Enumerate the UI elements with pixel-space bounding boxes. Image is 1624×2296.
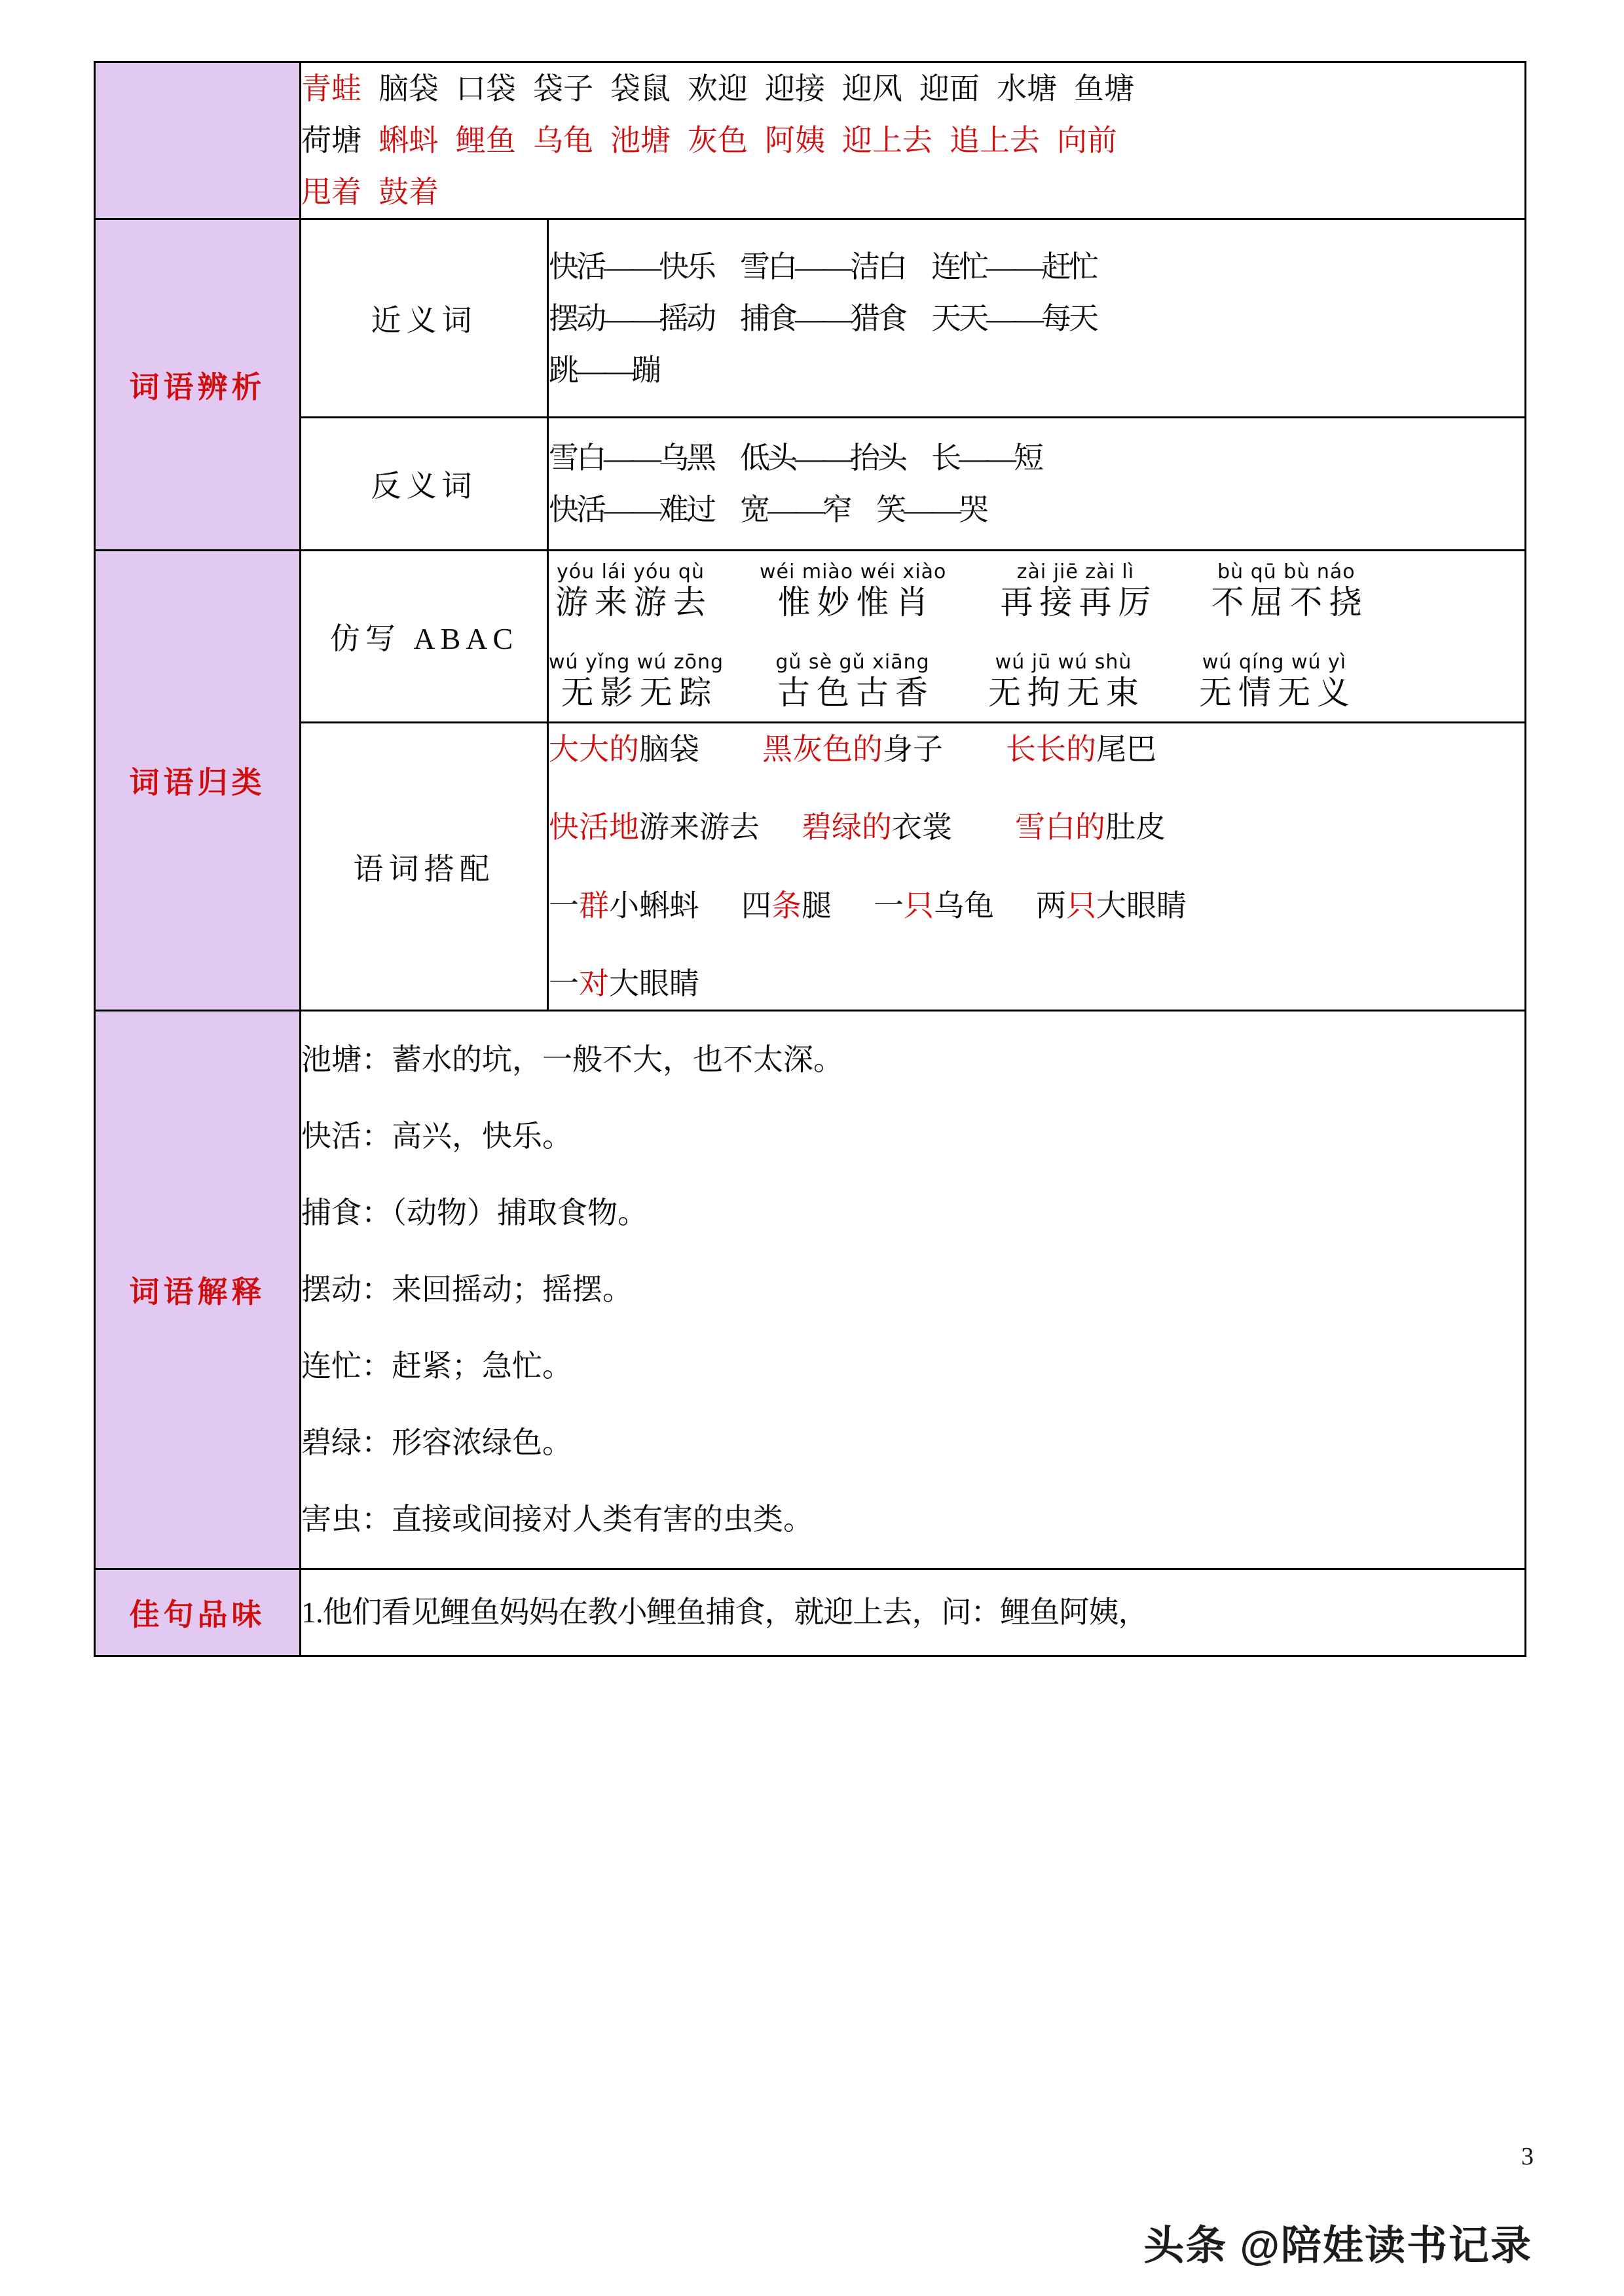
word: 迎面: [919, 72, 980, 105]
word: 阿姨: [765, 124, 825, 158]
word-pair: 长——短: [931, 441, 1041, 475]
definition-line: 快活：高兴，快乐。: [301, 1119, 572, 1153]
pinyin-annotation: wú jū wú shù: [995, 651, 1132, 674]
word: 追上去: [950, 124, 1040, 158]
collocation-line: [549, 723, 1524, 775]
pinyin-annotation: gǔ sè gǔ xiāng: [775, 651, 930, 674]
word-pair: 连忙——赶忙: [931, 249, 1096, 283]
word-pair: 雪白——乌黑: [549, 441, 714, 475]
word: 乌龟: [533, 124, 593, 158]
measure-word: 只: [904, 888, 934, 922]
definition-line: 捕食：（动物）捕取食物。: [301, 1195, 648, 1230]
noun: 乌龟: [934, 888, 994, 922]
pinyin-annotation: wéi miào wéi xiào: [760, 560, 947, 583]
word: 水塘: [997, 72, 1057, 105]
modifier: 黑灰色的: [762, 733, 883, 767]
vocabulary-table: [94, 61, 1526, 1657]
word-pair: 雪白——洁白: [740, 249, 905, 283]
abac-item: [993, 561, 1157, 622]
word: 向前: [1057, 124, 1117, 158]
measure-word: 只: [1066, 888, 1096, 922]
synonym-row: [549, 241, 1524, 293]
numeral: 一: [549, 888, 579, 922]
idiom-characters: 无拘无束: [988, 674, 1146, 712]
synonym-row: [549, 293, 1524, 344]
word-list-line-2: [301, 115, 1524, 166]
pinyin-annotation: zài jiē zài lì: [1016, 560, 1135, 583]
modifier: 快活地: [549, 811, 639, 845]
word-pair: 低头——抬头: [740, 441, 905, 475]
word-list-cell: [301, 62, 1526, 219]
noun: 身子: [883, 733, 943, 767]
noun: 肚皮: [1105, 811, 1166, 845]
sub-label-abac: 仿写 ABAC: [301, 551, 548, 723]
abac-item: [982, 651, 1145, 712]
table-row-antonyms: [95, 418, 1526, 551]
word-pair: 捕食——猎食: [740, 301, 905, 335]
word: 鼓着: [378, 175, 439, 210]
noun: 腿: [802, 888, 832, 922]
word: 蝌蚪: [378, 124, 439, 158]
modifier: 碧绿的: [802, 811, 892, 845]
collocation-line: [549, 801, 1524, 853]
word-pair: 笑——哭: [876, 493, 986, 527]
word: 鲤鱼: [456, 124, 516, 158]
abac-row: [549, 561, 1524, 622]
abac-item: [549, 651, 724, 712]
idiom-characters: 游来游去: [555, 583, 712, 621]
pinyin-annotation: yóu lái yóu qù: [557, 560, 705, 583]
abac-row: [549, 651, 1524, 712]
word-pair: 宽——窄: [740, 493, 850, 527]
word-pair: 快活——难过: [549, 493, 714, 527]
modifier: 雪白的: [1015, 811, 1105, 845]
definition-line: 害虫：直接或间接对人类有害的虫类。: [301, 1503, 813, 1537]
idiom-characters: 再接再厉: [1000, 583, 1158, 621]
abac-item: [549, 561, 712, 622]
numeral: 四: [741, 888, 771, 922]
pinyin-annotation: wú qíng wú yì: [1202, 651, 1347, 674]
measure-word: 群: [579, 888, 609, 922]
sentence-cell: [301, 1569, 1526, 1656]
measure-word: 条: [771, 888, 802, 922]
table-row-explanations: [95, 1010, 1526, 1569]
antonym-row: [549, 484, 1524, 536]
word: 鱼塘: [1074, 72, 1134, 105]
idiom-characters: 古色古香: [777, 674, 935, 712]
abac-item: [1204, 561, 1368, 622]
collocation-line: [549, 880, 1524, 932]
table-row-sentences: [95, 1569, 1526, 1656]
noun: 脑袋: [639, 733, 699, 767]
word: 灰色: [688, 124, 748, 158]
word: 迎接: [765, 72, 825, 105]
pinyin-annotation: bù qū bù náo: [1217, 560, 1356, 583]
word: 荷塘: [301, 124, 361, 158]
explanations-cell: [301, 1010, 1526, 1569]
numeral: 两: [1036, 888, 1066, 922]
idiom-characters: 无影无踪: [561, 674, 718, 712]
synonym-row: [549, 344, 1524, 396]
abac-cell: [548, 551, 1526, 723]
word-pair: 跳——蹦: [549, 353, 659, 387]
definition-line: 连忙：赶紧；急忙。: [301, 1349, 572, 1383]
category-cell-sentences: 佳句品味: [95, 1569, 301, 1656]
noun: 衣裳: [892, 811, 952, 845]
abac-item: [771, 651, 934, 712]
word: 迎风: [842, 72, 902, 105]
word-pair: 天天——每天: [931, 301, 1096, 335]
category-cell-discrimination: 词语辨析: [95, 219, 301, 551]
word: 池塘: [610, 124, 671, 158]
noun: 大眼睛: [609, 966, 699, 1000]
sentence-line: 1.他们看见鲤鱼妈妈在教小鲤鱼捕食，就迎上去，问：鲤鱼阿姨，: [301, 1595, 1148, 1630]
word: 青蛙: [301, 72, 361, 105]
modifier: 长长的: [1006, 733, 1096, 767]
idiom-characters: 无情无义: [1199, 674, 1357, 712]
pinyin-annotation: wú yǐng wú zōng: [549, 651, 724, 674]
idiom-characters: 不屈不挠: [1211, 583, 1369, 621]
word: 欢迎: [688, 72, 748, 105]
sub-label-antonyms: 反义词: [301, 418, 548, 551]
category-cell-explanation: 词语解释: [95, 1010, 301, 1569]
modifier: 大大的: [549, 733, 639, 767]
definition-line: 碧绿：形容浓绿色。: [301, 1426, 572, 1460]
word-list-line-3: [301, 166, 1524, 218]
category-cell-words: [95, 62, 301, 219]
sub-label-collocation: 语词搭配: [301, 723, 548, 1010]
table-row-word-list: [95, 62, 1526, 219]
word: 迎上去: [842, 124, 932, 158]
word-pair: 摆动——摇动: [549, 301, 714, 335]
word: 甩着: [301, 175, 361, 210]
measure-word: 对: [579, 966, 609, 1000]
noun: 小蝌蚪: [609, 888, 699, 922]
numeral: 一: [549, 966, 579, 1000]
antonyms-cell: [548, 418, 1526, 551]
word: 袋鼠: [610, 72, 671, 105]
page-number: 3: [1521, 2143, 1534, 2170]
category-cell-classification: 词语归类: [95, 551, 301, 1010]
word-pair: 快活——快乐: [549, 249, 714, 283]
watermark: 头条 @陪娃读书记录: [1143, 2223, 1532, 2269]
collocation-line: [549, 958, 1524, 1010]
abac-item: [1192, 651, 1356, 712]
noun: 大眼睛: [1096, 888, 1187, 922]
noun: 游来游去: [639, 811, 760, 845]
word: 脑袋: [378, 72, 439, 105]
definition-line: 池塘：蓄水的坑，一般不大，也不太深。: [301, 1042, 843, 1076]
table-row-collocation: [95, 723, 1526, 1010]
table-row-abac: [95, 551, 1526, 723]
word: 口袋: [456, 72, 516, 105]
word-list-line-1: [301, 63, 1524, 115]
word: 袋子: [533, 72, 593, 105]
collocation-cell: [548, 723, 1526, 1010]
definition-line: 摆动：来回摇动；摇摆。: [301, 1273, 633, 1307]
synonyms-cell: [548, 219, 1526, 418]
numeral: 一: [874, 888, 904, 922]
sub-label-synonyms: 近义词: [301, 219, 548, 418]
table-row-synonyms: [95, 219, 1526, 418]
idiom-characters: 惟妙惟肖: [777, 583, 935, 621]
abac-item: [760, 561, 946, 622]
noun: 尾巴: [1096, 733, 1156, 767]
antonym-row: [549, 432, 1524, 484]
